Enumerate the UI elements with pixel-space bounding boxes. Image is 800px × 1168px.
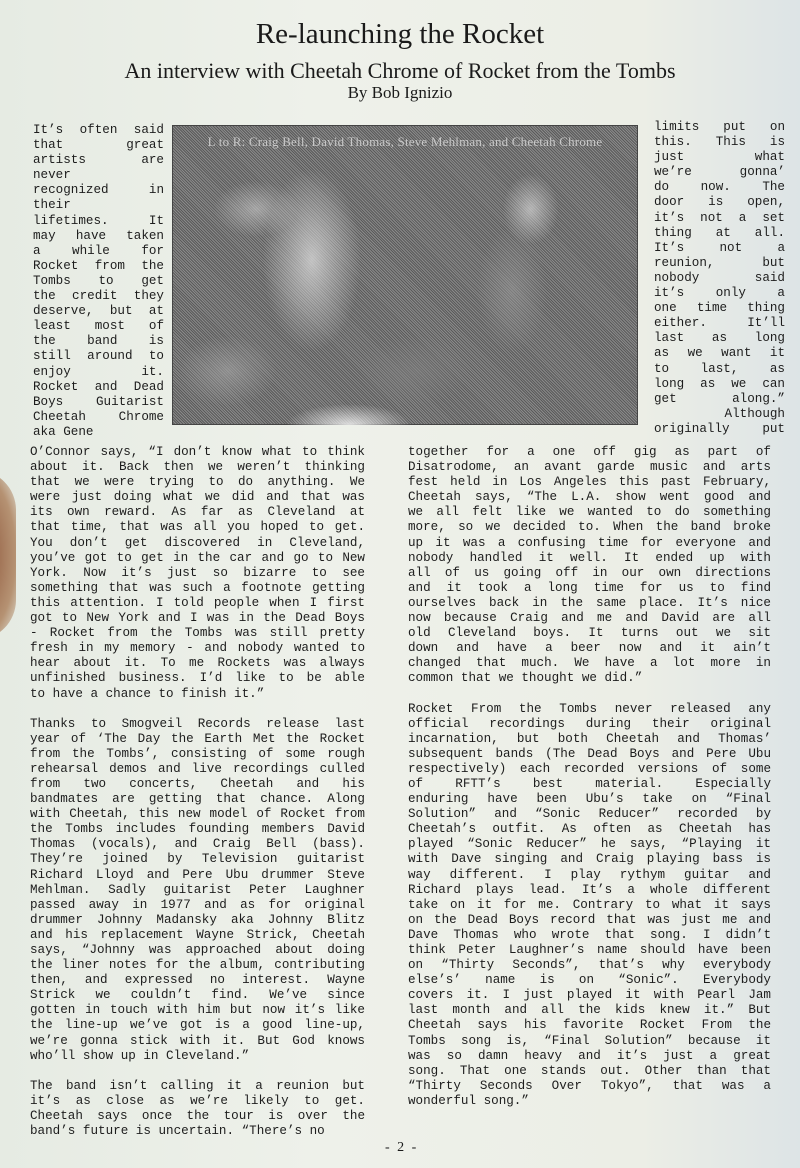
text-line: was so damn heavy and it’s just a great — [408, 1048, 771, 1063]
text-line: aka Gene — [33, 424, 94, 439]
text-line: Strick we couldn’t find. We’ve since — [30, 988, 365, 1003]
text-line: may have taken — [33, 228, 164, 243]
text-line: on the Dead Boys record that was just me and — [408, 912, 771, 927]
text-line: Rocket From the Tombs never released any — [408, 701, 771, 716]
text-line: Thomas (vocals), and Craig Bell (bass). — [30, 837, 365, 852]
text-line: Although — [724, 406, 785, 421]
text-line: wonderful song.” — [408, 1093, 529, 1108]
text-line: fresh in my memory - and nobody wanted to — [30, 641, 365, 656]
text-line: O’Connor says, “I don’t know what to think — [30, 445, 365, 459]
text-line: Tombs to get — [33, 273, 164, 288]
text-line: one time thing — [654, 301, 785, 316]
text-line: drummer Johnny Madansky aka Johnny Blitz — [30, 912, 365, 927]
text-line: last as long — [654, 331, 785, 346]
text-line: this attention. I told people when I first — [30, 595, 365, 610]
text-line: about it. Back then we weren’t thinking — [30, 460, 365, 475]
text-line: passed away in 1977 and as for original — [30, 897, 365, 912]
photo-highlight — [172, 370, 638, 425]
text-line: Richard Lloyd and Pere Ubu drummer Steve — [30, 867, 365, 882]
text-line: reunion, but — [654, 255, 785, 270]
thumb-edge — [0, 470, 16, 640]
text-line: changed that much. We have a lot more in — [408, 656, 771, 671]
text-line: get along.” — [654, 391, 785, 406]
text-line: that time, that was all you hoped to get. — [30, 520, 365, 535]
text-line: hear about it. To me Rockets was always — [30, 656, 365, 671]
text-line: then, and expressed no interest. Wayne — [30, 973, 365, 988]
text-line: and his replacement Wayne Strick, Cheetah — [30, 927, 365, 942]
text-line: to have a chance to finish it.” — [30, 686, 265, 701]
text-line: on “Thirty Seconds”, that’s why everybody — [408, 958, 771, 973]
text-line: we’re gonna stick with it. But God knows — [30, 1033, 365, 1048]
text-line: says, “Johnny was approached about doing — [30, 943, 365, 957]
text-line: lifetimes. It — [33, 213, 164, 228]
text-line: old Cleveland boys. It turns out we sit — [408, 626, 771, 641]
text-line: and it took a long time for us to find — [408, 580, 771, 595]
body-column-right — [408, 445, 771, 1124]
text-line: a while for — [33, 243, 164, 258]
text-line: of RFTT’s best material. Especially — [408, 776, 771, 791]
text-line: Tombs song is, “Final Solution” because it — [408, 1033, 771, 1048]
text-line: York. Now it’s just so bizarre to see — [30, 565, 365, 580]
text-line: “Thirty Seconds Over Tokyo”, that was a — [408, 1078, 771, 1093]
text-line: subsequent bands (The Dead Boys and Pere Ubu — [408, 746, 771, 761]
text-line: with Cheetah, this new model of Rocket from — [30, 807, 365, 822]
text-line: covers it. I just played it with Pearl Jam — [408, 988, 771, 1003]
article-byline: By Bob Ignizio — [347, 83, 453, 102]
text-line: Disatrodome, an avant garde music and arts — [408, 460, 771, 475]
text-line: Solution” and “Sonic Reducer” recorded by — [408, 807, 771, 822]
text-line: never — [33, 168, 71, 183]
text-line: that we were trying to do anything. We — [30, 475, 365, 490]
text-line: way different. I play rythym guitar and — [408, 867, 771, 882]
text-line: we all felt like we wanted to do something — [408, 505, 771, 520]
text-line: this. This is — [654, 135, 785, 150]
text-line: ourselves back in the same place. It’s nice — [408, 595, 771, 610]
text-line: played “Sonic Reducer” he says, “Playing it — [408, 837, 771, 852]
text-line: do now. The — [654, 180, 785, 195]
paragraph — [30, 717, 365, 1064]
text-line: Richard plays lead. It’s a whole different — [408, 882, 771, 897]
text-line: more, so we decided to. When the band broke — [408, 520, 771, 535]
text-line: the band is — [33, 334, 164, 349]
text-line: Cheetah says, “The L.A. show went good and — [408, 490, 771, 505]
text-line: take on it for me. Contrary to what it says — [408, 897, 771, 912]
text-line: gotten in touch with him but now it’s like — [30, 1003, 365, 1018]
text-line: last month and all the kids knew it.” But — [408, 1003, 771, 1018]
text-line: nobody handled it well. It ended up with — [408, 550, 771, 565]
text-line: either. It’ll — [654, 316, 785, 331]
text-line: from the Tombs’, consisting of some rough — [30, 746, 365, 761]
text-line: as we want it — [654, 346, 785, 361]
text-line: Cheetah says once the tour is over the — [30, 1108, 365, 1123]
text-line: the line-up we’ve got is a good line-up, — [30, 1018, 365, 1033]
text-line: enduring have been Ubu’s take on “Final — [408, 792, 771, 807]
text-line: together for a one off gig as part of — [408, 445, 771, 459]
text-line: official recordings during their original — [408, 716, 771, 731]
text-line: Rocket and Dead — [33, 379, 164, 394]
text-line: it’s as close as we’re likely to get. — [30, 1093, 365, 1108]
text-line: still around to — [33, 349, 164, 364]
text-line: respectively) each recorded versions of some — [408, 761, 771, 776]
intro-column-right — [654, 120, 785, 437]
text-line: got to New York and I was in the Dead Boys — [30, 611, 365, 626]
paragraph — [30, 1079, 365, 1139]
text-line: think Peter Laughner’s name should have been — [408, 943, 771, 957]
text-line: you’ve got to get in the car and go to New — [30, 550, 365, 565]
intro-column-left — [33, 123, 164, 440]
text-line: it’s not a set — [654, 210, 785, 225]
text-line: artists are — [33, 153, 164, 168]
text-line: something that was such a footnote getting — [30, 580, 365, 595]
text-line: now because Craig and me and David are all — [408, 611, 771, 626]
photo-caption: L to R: Craig Bell, David Thomas, Steve Mehlman, and Cheetah Chrome — [207, 134, 603, 149]
text-line: band’s future is uncertain. “There’s no — [30, 1124, 325, 1139]
text-line: long as we can — [654, 376, 785, 391]
text-line: we’re gonna’ — [654, 165, 785, 180]
text-line: You don’t get discovered in Cleveland, — [30, 535, 365, 550]
paragraph — [408, 445, 771, 687]
article-subtitle: An interview with Cheetah Chrome of Rocket from the Tombs — [124, 58, 676, 83]
text-line: limits put on — [654, 120, 785, 134]
page-number: - 2 - — [385, 1140, 419, 1155]
text-line: just what — [654, 150, 785, 165]
paragraph — [408, 702, 771, 1110]
text-line: from two concerts, Cheetah and his — [30, 776, 365, 791]
text-line: the credit they — [33, 289, 164, 304]
text-line: Cheetah’s outfit. As often as Cheetah has — [408, 822, 771, 837]
text-line: that great — [33, 138, 164, 153]
text-line: Mehlman. Sadly guitarist Peter Laughner — [30, 882, 365, 897]
text-line: recognized in — [33, 183, 164, 198]
text-line: their — [33, 198, 71, 213]
text-line: incarnation, but both Cheetah and Thomas’ — [408, 731, 771, 746]
band-photo — [172, 125, 638, 425]
text-line: its own reward. As far as Cleveland at — [30, 505, 365, 520]
text-line: least most of — [33, 319, 164, 334]
text-line: unfinished business. I’d like to be able — [30, 671, 365, 686]
text-line: Rocket from the — [33, 258, 164, 273]
text-line: bandmates are getting that chance. Along — [30, 792, 365, 807]
text-line: the liner notes for the album, contributing — [30, 958, 365, 973]
text-line: it’s only a — [654, 286, 785, 301]
text-line: enjoy it. — [33, 364, 164, 379]
text-line: song. That one stands out. Other than that — [408, 1063, 771, 1078]
text-line: else’s’ name is on “Sonic”. Everybody — [408, 973, 771, 988]
text-line: - Rocket from the Tombs was still pretty — [30, 626, 365, 641]
text-line: door is open, — [654, 195, 785, 210]
body-column-left — [30, 445, 365, 1154]
text-line: with Dave singing and Craig playing bass is — [408, 852, 771, 867]
text-line: the Tombs includes founding members David — [30, 822, 365, 837]
text-line: Boys Guitarist — [33, 394, 164, 409]
paragraph — [30, 445, 365, 702]
text-line: common that we thought we did.” — [408, 671, 643, 686]
text-line: They’re joined by Television guitarist — [30, 852, 365, 867]
text-line: Dave Thomas who wrote that song. I didn’t — [408, 927, 771, 942]
text-line: originally put — [654, 421, 785, 436]
text-line: were just doing what we did and that was — [30, 490, 365, 505]
text-line: up it was a confusing time for everyone and — [408, 535, 771, 550]
text-line: to last, as — [654, 361, 785, 376]
text-line: all of us going off in our own directions — [408, 565, 771, 580]
text-line: Cheetah says his favorite Rocket From the — [408, 1018, 771, 1033]
text-line: rehearsal demos and live recordings culled — [30, 761, 365, 776]
text-line: down and have a beer now and it ain’t — [408, 641, 771, 656]
text-line: Thanks to Smogveil Records release last — [30, 716, 365, 731]
text-line: The band isn’t calling it a reunion but — [30, 1078, 365, 1093]
article-title: Re-launching the Rocket — [255, 18, 545, 50]
text-line: who’ll show up in Cleveland.” — [30, 1048, 250, 1063]
text-line: thing at all. — [654, 225, 785, 240]
text-line: nobody said — [654, 270, 785, 285]
text-line: year of ‘The Day the Earth Met the Rocket — [30, 731, 365, 746]
text-line: It’s not a — [654, 240, 785, 255]
text-line: It’s often said — [33, 123, 164, 137]
text-line: fest held in Los Angeles this past February, — [408, 475, 771, 490]
text-line: Cheetah Chrome — [33, 409, 164, 424]
text-line: deserve, but at — [33, 304, 164, 319]
